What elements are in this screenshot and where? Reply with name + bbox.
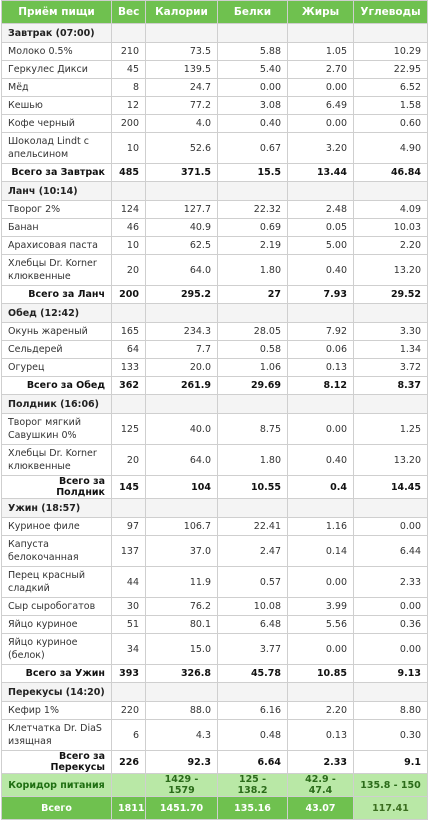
food-protein: 8.75 bbox=[218, 414, 288, 445]
food-fat: 2.20 bbox=[288, 702, 354, 720]
section-empty-cell bbox=[218, 499, 288, 518]
col-header-meal[interactable]: Приём пищи bbox=[2, 1, 112, 24]
meal-title: Обед (12:42) bbox=[2, 304, 112, 323]
food-fat: 0.00 bbox=[288, 634, 354, 665]
grand-total-carbs: 117.41 bbox=[354, 797, 428, 820]
table-row[interactable] bbox=[2, 219, 428, 237]
food-weight: 124 bbox=[112, 201, 146, 219]
section-empty-cell bbox=[354, 499, 428, 518]
corridor-protein: 125 - 138.2 bbox=[218, 774, 288, 797]
section-empty-cell bbox=[218, 683, 288, 702]
food-name: Кешью bbox=[2, 97, 112, 115]
food-weight: 210 bbox=[112, 43, 146, 61]
meal-total-calories: 371.5 bbox=[146, 164, 218, 182]
meal-total-label: Всего за Обед bbox=[2, 377, 112, 395]
meal-total-carbs: 8.37 bbox=[354, 377, 428, 395]
food-protein: 2.19 bbox=[218, 237, 288, 255]
meal-total-label: Всего за Ужин bbox=[2, 665, 112, 683]
food-protein: 1.06 bbox=[218, 359, 288, 377]
table-row[interactable] bbox=[2, 567, 428, 598]
food-fat: 1.16 bbox=[288, 518, 354, 536]
food-name: Сыр сыробогатов bbox=[2, 598, 112, 616]
section-empty-cell bbox=[288, 395, 354, 414]
table-row[interactable] bbox=[2, 323, 428, 341]
meal-total-protein: 29.69 bbox=[218, 377, 288, 395]
meal-title: Ужин (18:57) bbox=[2, 499, 112, 518]
table-row[interactable] bbox=[2, 133, 428, 164]
food-carbs: 0.60 bbox=[354, 115, 428, 133]
nutrition-table bbox=[1, 0, 428, 820]
meal-total-weight: 226 bbox=[112, 751, 146, 774]
food-carbs: 1.34 bbox=[354, 341, 428, 359]
meal-section-header bbox=[2, 683, 428, 702]
section-empty-cell bbox=[354, 304, 428, 323]
meal-total-label: Всего за Полдник bbox=[2, 476, 112, 499]
meal-title: Перекусы (14:20) bbox=[2, 683, 112, 702]
table-row[interactable] bbox=[2, 616, 428, 634]
food-protein: 5.88 bbox=[218, 43, 288, 61]
food-fat: 0.05 bbox=[288, 219, 354, 237]
meal-total-weight: 200 bbox=[112, 286, 146, 304]
food-calories: 139.5 bbox=[146, 61, 218, 79]
corridor-fat: 42.9 - 47.4 bbox=[288, 774, 354, 797]
meal-total-carbs: 14.45 bbox=[354, 476, 428, 499]
food-fat: 6.49 bbox=[288, 97, 354, 115]
food-carbs: 1.58 bbox=[354, 97, 428, 115]
food-calories: 76.2 bbox=[146, 598, 218, 616]
food-name: Геркулес Дикси bbox=[2, 61, 112, 79]
meal-total-protein: 6.64 bbox=[218, 751, 288, 774]
meal-total-fat: 2.33 bbox=[288, 751, 354, 774]
table-row[interactable] bbox=[2, 702, 428, 720]
meal-title: Завтрак (07:00) bbox=[2, 24, 112, 43]
section-empty-cell bbox=[288, 304, 354, 323]
food-calories: 73.5 bbox=[146, 43, 218, 61]
food-fat: 7.92 bbox=[288, 323, 354, 341]
food-weight: 34 bbox=[112, 634, 146, 665]
table-row[interactable] bbox=[2, 97, 428, 115]
food-protein: 1.80 bbox=[218, 445, 288, 476]
food-weight: 51 bbox=[112, 616, 146, 634]
food-weight: 64 bbox=[112, 341, 146, 359]
corridor-carbs: 135.8 - 150 bbox=[354, 774, 428, 797]
meal-total-label: Всего за Завтрак bbox=[2, 164, 112, 182]
meal-total-row bbox=[2, 164, 428, 182]
food-name: Хлебцы Dr. Korner клюквенные bbox=[2, 445, 112, 476]
section-empty-cell bbox=[288, 499, 354, 518]
meal-total-protein: 15.5 bbox=[218, 164, 288, 182]
food-carbs: 10.29 bbox=[354, 43, 428, 61]
table-row[interactable] bbox=[2, 201, 428, 219]
food-fat: 0.14 bbox=[288, 536, 354, 567]
section-empty-cell bbox=[112, 395, 146, 414]
food-fat: 5.00 bbox=[288, 237, 354, 255]
col-header-weight[interactable]: Вес bbox=[112, 1, 146, 24]
food-fat: 0.00 bbox=[288, 115, 354, 133]
food-fat: 0.00 bbox=[288, 414, 354, 445]
meal-section-header bbox=[2, 24, 428, 43]
food-name: Творог 2% bbox=[2, 201, 112, 219]
section-empty-cell bbox=[112, 182, 146, 201]
food-protein: 0.57 bbox=[218, 567, 288, 598]
table-row[interactable] bbox=[2, 536, 428, 567]
food-calories: 24.7 bbox=[146, 79, 218, 97]
food-calories: 80.1 bbox=[146, 616, 218, 634]
food-carbs: 2.33 bbox=[354, 567, 428, 598]
food-protein: 0.69 bbox=[218, 219, 288, 237]
food-fat: 3.99 bbox=[288, 598, 354, 616]
corridor-weight bbox=[112, 774, 146, 797]
food-name: Кофе черный bbox=[2, 115, 112, 133]
table-row[interactable] bbox=[2, 359, 428, 377]
food-carbs: 4.09 bbox=[354, 201, 428, 219]
meal-total-fat: 10.85 bbox=[288, 665, 354, 683]
food-calories: 62.5 bbox=[146, 237, 218, 255]
section-empty-cell bbox=[112, 24, 146, 43]
section-empty-cell bbox=[288, 683, 354, 702]
food-weight: 45 bbox=[112, 61, 146, 79]
food-calories: 40.9 bbox=[146, 219, 218, 237]
food-weight: 220 bbox=[112, 702, 146, 720]
food-weight: 10 bbox=[112, 237, 146, 255]
grand-total-weight: 1811 bbox=[112, 797, 146, 820]
grand-total-calories: 1451.70 bbox=[146, 797, 218, 820]
food-fat: 0.06 bbox=[288, 341, 354, 359]
food-carbs: 0.00 bbox=[354, 518, 428, 536]
meal-total-fat: 7.93 bbox=[288, 286, 354, 304]
food-calories: 88.0 bbox=[146, 702, 218, 720]
food-name: Кефир 1% bbox=[2, 702, 112, 720]
food-name: Творог мягкий Савушкин 0% bbox=[2, 414, 112, 445]
meal-total-carbs: 9.13 bbox=[354, 665, 428, 683]
food-fat: 1.05 bbox=[288, 43, 354, 61]
meal-total-label: Всего за Перекусы bbox=[2, 751, 112, 774]
section-empty-cell bbox=[112, 304, 146, 323]
food-protein: 10.08 bbox=[218, 598, 288, 616]
food-carbs: 4.90 bbox=[354, 133, 428, 164]
food-carbs: 1.25 bbox=[354, 414, 428, 445]
grand-total-row bbox=[2, 797, 428, 820]
food-weight: 137 bbox=[112, 536, 146, 567]
table-row[interactable] bbox=[2, 598, 428, 616]
meal-total-calories: 326.8 bbox=[146, 665, 218, 683]
meal-total-carbs: 46.84 bbox=[354, 164, 428, 182]
food-protein: 22.41 bbox=[218, 518, 288, 536]
food-protein: 0.58 bbox=[218, 341, 288, 359]
section-empty-cell bbox=[146, 304, 218, 323]
food-calories: 4.3 bbox=[146, 720, 218, 751]
meal-total-fat: 13.44 bbox=[288, 164, 354, 182]
food-weight: 8 bbox=[112, 79, 146, 97]
food-weight: 200 bbox=[112, 115, 146, 133]
table-row[interactable] bbox=[2, 237, 428, 255]
food-carbs: 13.20 bbox=[354, 255, 428, 286]
meal-total-calories: 104 bbox=[146, 476, 218, 499]
food-carbs: 6.44 bbox=[354, 536, 428, 567]
table-row[interactable] bbox=[2, 634, 428, 665]
food-name: Молоко 0.5% bbox=[2, 43, 112, 61]
food-carbs: 0.36 bbox=[354, 616, 428, 634]
food-calories: 52.6 bbox=[146, 133, 218, 164]
meal-section-header bbox=[2, 395, 428, 414]
meal-total-calories: 295.2 bbox=[146, 286, 218, 304]
food-protein: 0.40 bbox=[218, 115, 288, 133]
food-fat: 0.13 bbox=[288, 359, 354, 377]
food-calories: 20.0 bbox=[146, 359, 218, 377]
food-fat: 5.56 bbox=[288, 616, 354, 634]
food-protein: 6.16 bbox=[218, 702, 288, 720]
food-calories: 7.7 bbox=[146, 341, 218, 359]
food-fat: 2.48 bbox=[288, 201, 354, 219]
food-calories: 127.7 bbox=[146, 201, 218, 219]
meal-section-header bbox=[2, 304, 428, 323]
food-calories: 106.7 bbox=[146, 518, 218, 536]
meal-total-row bbox=[2, 665, 428, 683]
food-weight: 46 bbox=[112, 219, 146, 237]
section-empty-cell bbox=[218, 182, 288, 201]
meal-total-protein: 10.55 bbox=[218, 476, 288, 499]
section-empty-cell bbox=[218, 304, 288, 323]
food-calories: 37.0 bbox=[146, 536, 218, 567]
header-row bbox=[2, 1, 428, 24]
section-empty-cell bbox=[288, 182, 354, 201]
food-fat: 0.00 bbox=[288, 79, 354, 97]
meal-total-calories: 92.3 bbox=[146, 751, 218, 774]
section-empty-cell bbox=[288, 24, 354, 43]
table-row[interactable] bbox=[2, 518, 428, 536]
food-fat: 2.70 bbox=[288, 61, 354, 79]
table-row[interactable] bbox=[2, 414, 428, 445]
food-calories: 40.0 bbox=[146, 414, 218, 445]
food-weight: 165 bbox=[112, 323, 146, 341]
meal-title: Полдник (16:06) bbox=[2, 395, 112, 414]
section-empty-cell bbox=[112, 683, 146, 702]
section-empty-cell bbox=[146, 395, 218, 414]
food-calories: 77.2 bbox=[146, 97, 218, 115]
table-row[interactable] bbox=[2, 115, 428, 133]
meal-section-header bbox=[2, 182, 428, 201]
meal-total-fat: 0.4 bbox=[288, 476, 354, 499]
food-calories: 64.0 bbox=[146, 445, 218, 476]
food-name: Куриное филе bbox=[2, 518, 112, 536]
food-name: Клетчатка Dr. DiaS изящная bbox=[2, 720, 112, 751]
section-empty-cell bbox=[354, 182, 428, 201]
food-carbs: 22.95 bbox=[354, 61, 428, 79]
food-carbs: 0.30 bbox=[354, 720, 428, 751]
food-carbs: 8.80 bbox=[354, 702, 428, 720]
section-empty-cell bbox=[354, 683, 428, 702]
food-carbs: 0.00 bbox=[354, 598, 428, 616]
grand-total-protein: 135.16 bbox=[218, 797, 288, 820]
food-weight: 20 bbox=[112, 255, 146, 286]
table-row[interactable] bbox=[2, 79, 428, 97]
meal-section-header bbox=[2, 499, 428, 518]
section-empty-cell bbox=[146, 499, 218, 518]
grand-total-label: Всего bbox=[2, 797, 112, 820]
section-empty-cell bbox=[112, 499, 146, 518]
food-weight: 97 bbox=[112, 518, 146, 536]
food-protein: 0.67 bbox=[218, 133, 288, 164]
food-weight: 44 bbox=[112, 567, 146, 598]
food-protein: 3.08 bbox=[218, 97, 288, 115]
food-protein: 28.05 bbox=[218, 323, 288, 341]
section-empty-cell bbox=[146, 24, 218, 43]
food-name: Шоколад Lindt с апельсином bbox=[2, 133, 112, 164]
food-weight: 6 bbox=[112, 720, 146, 751]
food-name: Окунь жареный bbox=[2, 323, 112, 341]
corridor-row bbox=[2, 774, 428, 797]
col-header-carbs[interactable]: Углеводы bbox=[354, 1, 428, 24]
food-name: Хлебцы Dr. Korner клюквенные bbox=[2, 255, 112, 286]
meal-total-calories: 261.9 bbox=[146, 377, 218, 395]
section-empty-cell bbox=[146, 182, 218, 201]
col-header-calories[interactable]: Калории bbox=[146, 1, 218, 24]
corridor-calories: 1429 - 1579 bbox=[146, 774, 218, 797]
meal-total-weight: 393 bbox=[112, 665, 146, 683]
food-calories: 234.3 bbox=[146, 323, 218, 341]
section-empty-cell bbox=[218, 395, 288, 414]
meal-title: Ланч (10:14) bbox=[2, 182, 112, 201]
food-carbs: 2.20 bbox=[354, 237, 428, 255]
grand-total-fat: 43.07 bbox=[288, 797, 354, 820]
table-row[interactable] bbox=[2, 341, 428, 359]
food-protein: 6.48 bbox=[218, 616, 288, 634]
table-row[interactable] bbox=[2, 255, 428, 286]
food-protein: 2.47 bbox=[218, 536, 288, 567]
table-row[interactable] bbox=[2, 61, 428, 79]
meal-total-row bbox=[2, 476, 428, 499]
food-name: Яйцо куриное bbox=[2, 616, 112, 634]
food-fat: 0.40 bbox=[288, 255, 354, 286]
section-empty-cell bbox=[146, 683, 218, 702]
food-carbs: 10.03 bbox=[354, 219, 428, 237]
meal-total-row bbox=[2, 377, 428, 395]
food-carbs: 13.20 bbox=[354, 445, 428, 476]
food-carbs: 0.00 bbox=[354, 634, 428, 665]
food-protein: 22.32 bbox=[218, 201, 288, 219]
food-protein: 0.00 bbox=[218, 79, 288, 97]
table-row[interactable] bbox=[2, 720, 428, 751]
food-name: Перец красный сладкий bbox=[2, 567, 112, 598]
table-row[interactable] bbox=[2, 43, 428, 61]
food-calories: 15.0 bbox=[146, 634, 218, 665]
food-weight: 30 bbox=[112, 598, 146, 616]
meal-total-protein: 45.78 bbox=[218, 665, 288, 683]
meal-total-row bbox=[2, 751, 428, 774]
meal-total-weight: 485 bbox=[112, 164, 146, 182]
food-carbs: 3.72 bbox=[354, 359, 428, 377]
food-name: Арахисовая паста bbox=[2, 237, 112, 255]
food-carbs: 3.30 bbox=[354, 323, 428, 341]
food-fat: 0.00 bbox=[288, 567, 354, 598]
table-row[interactable] bbox=[2, 445, 428, 476]
corridor-label: Коридор питания bbox=[2, 774, 112, 797]
food-protein: 1.80 bbox=[218, 255, 288, 286]
col-header-fat[interactable]: Жиры bbox=[288, 1, 354, 24]
food-name: Яйцо куриное (белок) bbox=[2, 634, 112, 665]
food-name: Огурец bbox=[2, 359, 112, 377]
food-weight: 20 bbox=[112, 445, 146, 476]
food-calories: 4.0 bbox=[146, 115, 218, 133]
food-fat: 0.40 bbox=[288, 445, 354, 476]
food-name: Сельдерей bbox=[2, 341, 112, 359]
food-protein: 0.48 bbox=[218, 720, 288, 751]
food-name: Капуста белокочанная bbox=[2, 536, 112, 567]
meal-total-row bbox=[2, 286, 428, 304]
col-header-protein[interactable]: Белки bbox=[218, 1, 288, 24]
food-name: Мёд bbox=[2, 79, 112, 97]
meal-total-weight: 145 bbox=[112, 476, 146, 499]
food-carbs: 6.52 bbox=[354, 79, 428, 97]
food-calories: 64.0 bbox=[146, 255, 218, 286]
food-calories: 11.9 bbox=[146, 567, 218, 598]
food-weight: 133 bbox=[112, 359, 146, 377]
table-body bbox=[2, 24, 428, 774]
food-protein: 5.40 bbox=[218, 61, 288, 79]
section-empty-cell bbox=[354, 395, 428, 414]
food-protein: 3.77 bbox=[218, 634, 288, 665]
meal-total-fat: 8.12 bbox=[288, 377, 354, 395]
section-empty-cell bbox=[218, 24, 288, 43]
food-fat: 0.13 bbox=[288, 720, 354, 751]
meal-total-weight: 362 bbox=[112, 377, 146, 395]
meal-total-label: Всего за Ланч bbox=[2, 286, 112, 304]
meal-total-carbs: 9.1 bbox=[354, 751, 428, 774]
meal-total-protein: 27 bbox=[218, 286, 288, 304]
food-weight: 10 bbox=[112, 133, 146, 164]
food-weight: 12 bbox=[112, 97, 146, 115]
meal-total-carbs: 29.52 bbox=[354, 286, 428, 304]
section-empty-cell bbox=[354, 24, 428, 43]
food-fat: 3.20 bbox=[288, 133, 354, 164]
food-name: Банан bbox=[2, 219, 112, 237]
food-weight: 125 bbox=[112, 414, 146, 445]
